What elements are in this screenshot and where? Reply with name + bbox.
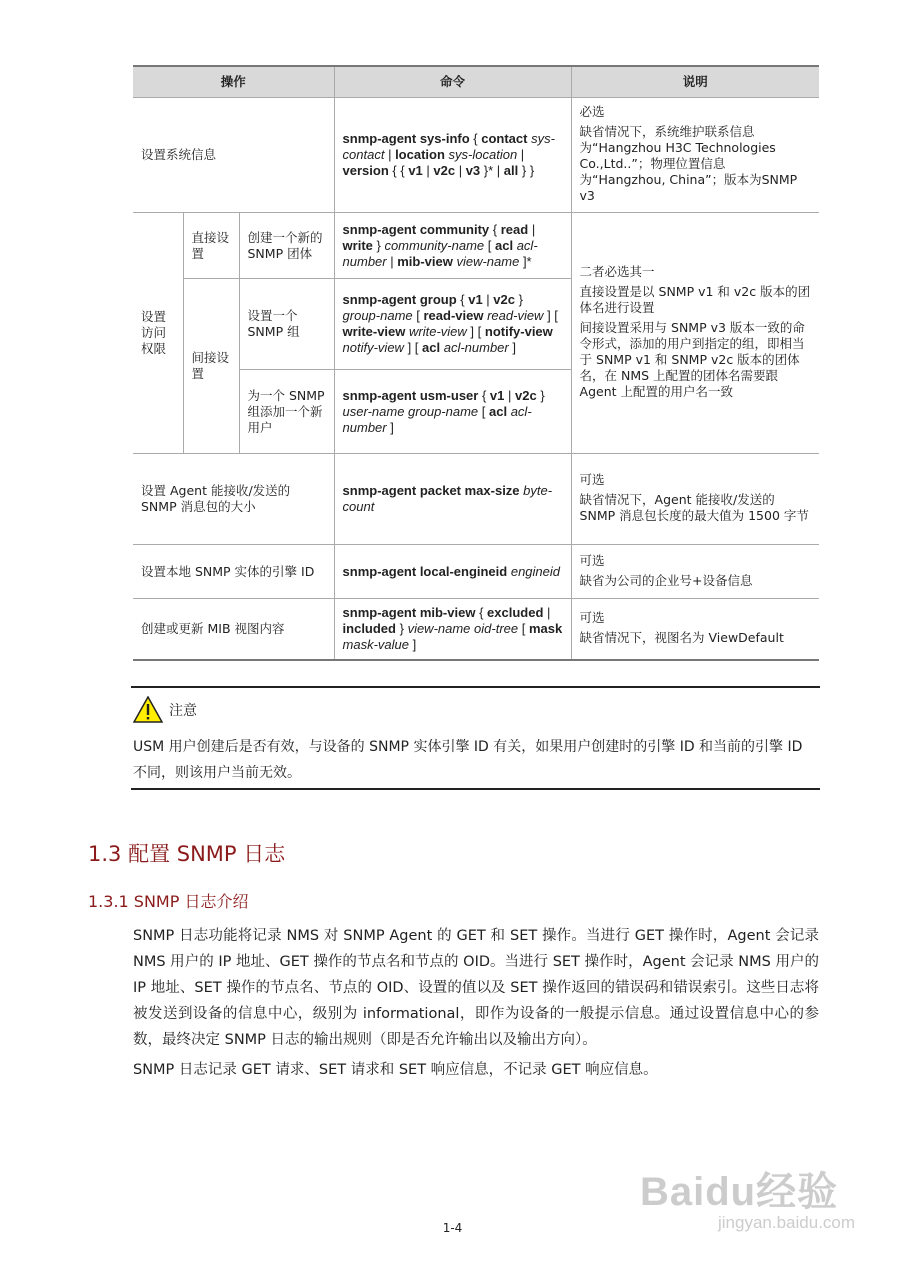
snmp-config-table — [133, 65, 819, 661]
desc-cell — [571, 454, 819, 545]
command-syntax: { { — [388, 163, 409, 178]
command-keyword: notify-view — [484, 324, 553, 339]
desc-line: 缺省为公司的企业号+设备信息 — [579, 572, 753, 588]
command-syntax: | — [422, 163, 434, 178]
command-syntax: ] [ — [543, 308, 558, 323]
command-argument: user-name group-name — [342, 403, 479, 419]
command-syntax: [ — [518, 620, 529, 636]
paragraph: SNMP 日志功能将记录 NMS 对 SNMP Agent 的 GET 和 SET 操作。当进行 GET 操作时，Agent 会记录 NMS 用户的 IP 地址、GET 操作的节点名和节点的 OID。当进行 SET 操作时，Agent 会记录 NMS 用户的 IP 地址、SET 操作的节点名、节点的 OID、设置的值以及 SET 操作返回的错误码和错误索引。这些日志将被发送到设备的信息中心，级别为 informational，即作为设备的一般提示信息。通过设置信息中心的参数，最终决定 SNMP 日志的输出规则（即是否允许输出以及输出方向）。 — [133, 928, 819, 1048]
command-argument: acl-number — [342, 403, 532, 435]
notice-title: 注意 — [169, 702, 197, 719]
command-cell — [334, 545, 571, 599]
command-syntax: ] [ — [403, 340, 423, 355]
op-direct: 直接设置 — [183, 213, 239, 279]
command-argument: group-name — [342, 308, 413, 323]
command-keyword: mib-view — [397, 253, 453, 269]
command-argument: acl-number — [342, 237, 538, 269]
command-argument: engineid — [510, 563, 560, 579]
command-keyword: snmp-agent mib-view — [342, 604, 476, 620]
desc-line: 缺省情况下，视图名为 ViewDefault — [579, 629, 784, 645]
command-argument: view-name oid-tree — [407, 620, 519, 636]
command-syntax: | — [482, 292, 494, 307]
op-indirect: 间接设置 — [183, 279, 239, 454]
desc-line: 直接设置是以 SNMP v1 和 v2c 版本的团体名进行设置 — [579, 284, 811, 315]
baidu-watermark-logo — [640, 1160, 855, 1233]
command-syntax: { — [469, 131, 482, 146]
command-argument: read-view — [487, 308, 544, 323]
command-syntax: ]* — [519, 253, 532, 269]
command-argument: sys-location — [448, 147, 518, 162]
command-syntax: | — [517, 147, 525, 162]
command-cell — [334, 279, 571, 370]
command-keyword: contact — [481, 131, 528, 146]
command-argument: sys-contact — [342, 131, 555, 162]
command-syntax: ] [ — [466, 324, 485, 339]
desc-line: 可选 — [579, 609, 605, 625]
header-description: 说明 — [571, 66, 819, 98]
command-keyword: read-view — [423, 308, 484, 323]
command-syntax: | — [504, 387, 515, 403]
section-heading: 1.3 配置 SNMP 日志 — [88, 842, 286, 866]
command-keyword: v1 — [408, 163, 423, 178]
command-cell — [334, 454, 571, 545]
command-argument: write-view — [409, 324, 467, 339]
desc-cell — [571, 213, 819, 454]
op-cell: 设置系统信息 — [133, 98, 334, 213]
command-argument: community-name — [384, 237, 485, 253]
command-keyword: snmp-agent usm-user — [342, 387, 479, 403]
command-keyword: snmp-agent sys-info — [342, 131, 470, 146]
command-keyword: snmp-agent community — [342, 221, 490, 237]
command-keyword: excluded — [487, 604, 544, 620]
command-syntax: | — [384, 147, 396, 162]
command-syntax: } — [515, 292, 523, 307]
command-syntax: } } — [518, 163, 535, 178]
desc-cell — [571, 599, 819, 660]
command-syntax: [ — [478, 403, 489, 419]
command-cell — [334, 98, 571, 213]
command-keyword: all — [503, 163, 519, 178]
op-cell: 设置一个 SNMP 组 — [239, 279, 334, 370]
op-group-access: 设置访问权限 — [133, 213, 183, 454]
command-argument: byte-count — [342, 483, 553, 514]
desc-cell — [571, 545, 819, 599]
command-syntax: } — [536, 387, 545, 403]
command-argument: mask-value — [342, 636, 409, 652]
desc-line: 可选 — [579, 552, 605, 568]
command-argument: view-name — [456, 253, 520, 269]
command-keyword: snmp-agent group — [342, 292, 457, 307]
command-keyword: snmp-agent local-engineid — [342, 563, 508, 579]
desc-cell — [571, 98, 819, 213]
body-text — [133, 923, 819, 1087]
desc-line: 缺省情况下，Agent 能接收/发送的 SNMP 消息包长度的最大值为 1500 字节 — [579, 492, 809, 523]
op-cell: 为一个 SNMP 组添加一个新用户 — [239, 370, 334, 454]
command-syntax: } — [372, 237, 385, 253]
command-keyword: v2c — [433, 163, 456, 178]
command-syntax: } — [395, 620, 408, 636]
command-keyword: v1 — [489, 387, 505, 403]
subsection-heading: 1.3.1 SNMP 日志介绍 — [88, 892, 249, 911]
command-syntax: ] — [508, 340, 516, 355]
command-keyword: location — [395, 147, 445, 162]
op-cell: 设置 Agent 能接收/发送的 SNMP 消息包的大小 — [133, 454, 334, 545]
warning-icon — [133, 696, 163, 723]
command-keyword: v2c — [515, 387, 537, 403]
command-syntax: ] — [386, 419, 394, 435]
command-keyword: included — [342, 620, 396, 636]
command-syntax: [ — [484, 237, 495, 253]
command-cell — [334, 213, 571, 279]
command-keyword: write — [342, 237, 373, 253]
command-syntax: { — [456, 292, 469, 307]
command-syntax: { — [475, 604, 488, 620]
op-cell: 创建或更新 MIB 视图内容 — [133, 599, 334, 660]
page-number: 1-4 — [442, 1221, 463, 1235]
desc-line: 间接设置采用与 SNMP v3 版本一致的命令形式，添加的用户到指定的组，即相当于 SNMP v1 和 SNMP v2c 版本的团体名，在 NMS 上配置的团体名需要跟 Agent 上配置的用户名一致 — [579, 320, 805, 399]
desc-line: 可选 — [579, 472, 605, 487]
desc-line: 必选 — [579, 104, 605, 119]
watermark-line: Baidu经验 — [640, 1170, 839, 1214]
command-syntax: | — [543, 604, 551, 620]
command-keyword: v1 — [468, 292, 483, 307]
desc-line: 缺省情况下，系统维护联系信息为“Hangzhou H3C Technologies Co.,Ltd..”；物理位置信息为“Hangzhou, China”；版本为SNMP v3 — [579, 124, 798, 203]
command-keyword: acl — [422, 340, 441, 355]
command-syntax: { — [478, 387, 490, 403]
command-argument: notify-view — [342, 340, 404, 355]
notice-box — [131, 686, 820, 790]
command-syntax: ] — [409, 636, 417, 652]
command-cell — [334, 599, 571, 660]
command-keyword: v3 — [465, 163, 481, 178]
command-keyword: acl — [495, 237, 514, 253]
command-argument: acl-number — [443, 340, 509, 355]
command-keyword: version — [342, 163, 389, 178]
command-syntax: }* | — [480, 163, 504, 178]
paragraph: SNMP 日志记录 GET 请求、SET 请求和 SET 响应信息，不记录 GET 响应信息。 — [133, 1062, 658, 1078]
notice-text: USM 用户创建后是否有效，与设备的 SNMP 实体引擎 ID 有关，如果用户创建时的引擎 ID 和当前的引擎 ID 不同，则该用户当前无效。 — [133, 739, 803, 781]
command-syntax: | — [455, 163, 466, 178]
desc-line: 二者必选其一 — [579, 264, 655, 279]
command-syntax: [ — [412, 308, 424, 323]
command-keyword: snmp-agent packet max-size — [342, 483, 520, 498]
command-syntax: | — [386, 253, 398, 269]
command-keyword: acl — [489, 403, 508, 419]
op-cell: 创建一个新的 SNMP 团体 — [239, 213, 334, 279]
command-keyword: mask — [528, 620, 563, 636]
header-operation: 操作 — [133, 66, 334, 98]
watermark-line: jingyan.baidu.com — [718, 1213, 856, 1232]
header-command: 命令 — [334, 66, 571, 98]
command-keyword: v2c — [493, 292, 515, 307]
command-keyword: read — [500, 221, 529, 237]
command-syntax: { — [489, 221, 501, 237]
command-cell — [334, 370, 571, 454]
command-syntax: | — [528, 221, 536, 237]
op-cell: 设置本地 SNMP 实体的引擎 ID — [133, 545, 334, 599]
command-keyword: write-view — [342, 324, 406, 339]
